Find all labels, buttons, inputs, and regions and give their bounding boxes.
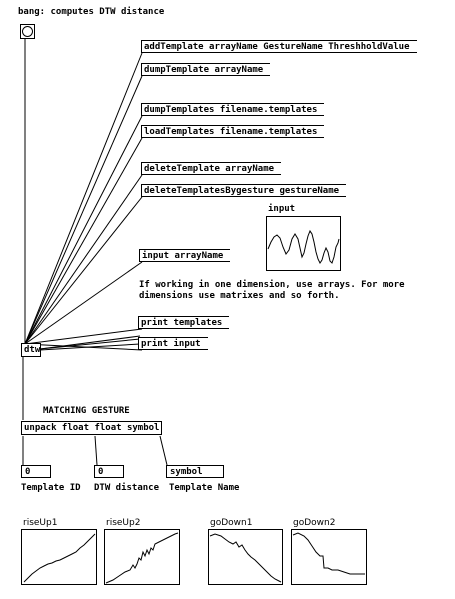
dtw-distance-number-box[interactable] xyxy=(94,465,124,478)
dump-templates-message[interactable] xyxy=(141,103,319,116)
note-line-2: dimensions use matrixes and so forth. xyxy=(139,291,340,301)
dtw-distance-value: 0 xyxy=(98,467,104,477)
print-templates-message[interactable] xyxy=(138,316,224,329)
input-waveform xyxy=(267,217,340,270)
dump-templates-label: dumpTemplates filename.templates xyxy=(144,105,318,115)
bang-circle-icon xyxy=(22,26,33,37)
dtw-object-label: dtw xyxy=(24,345,41,355)
input-array-label: input arrayName xyxy=(142,251,224,261)
note-line-1: If working in one dimension, use arrays. For more xyxy=(139,280,405,290)
delete-template-message[interactable] xyxy=(141,162,276,175)
array-graph-godown1[interactable] xyxy=(208,529,283,585)
array-graph-riseup2[interactable] xyxy=(104,529,180,585)
array-label-godown1: goDown1 xyxy=(210,518,253,528)
array-label-godown2: goDown2 xyxy=(293,518,336,528)
template-name-value: symbol xyxy=(170,467,203,477)
array-graph-godown2[interactable] xyxy=(291,529,367,585)
template-id-number-box[interactable] xyxy=(21,465,51,478)
array-label-riseup2: riseUp2 xyxy=(106,518,141,528)
template-name-label: Template Name xyxy=(169,483,240,493)
template-id-value: 0 xyxy=(25,467,31,477)
add-template-message[interactable] xyxy=(141,40,412,53)
delete-templates-by-gesture-label: deleteTemplatesBygesture gestureName xyxy=(144,186,340,196)
array-graph-riseup1[interactable] xyxy=(21,529,97,585)
bang-button[interactable] xyxy=(20,24,35,39)
print-templates-label: print templates xyxy=(141,318,223,328)
dump-template-message[interactable] xyxy=(141,63,265,76)
matching-gesture-label: MATCHING GESTURE xyxy=(43,406,130,416)
patch-title: bang: computes DTW distance xyxy=(18,7,165,17)
dump-template-label: dumpTemplate arrayName xyxy=(144,65,264,75)
add-template-label: addTemplate arrayName GestureName ThreshholdValue xyxy=(144,42,410,52)
riseup2-waveform xyxy=(105,530,179,584)
print-input-label: print input xyxy=(141,339,201,349)
dtw-distance-label: DTW distance xyxy=(94,483,160,493)
print-input-message[interactable] xyxy=(138,337,203,350)
template-name-symbol-box[interactable] xyxy=(166,465,224,478)
load-templates-label: loadTemplates filename.templates xyxy=(144,127,318,137)
input-array-graph[interactable] xyxy=(266,216,341,271)
load-templates-message[interactable] xyxy=(141,125,319,138)
delete-templates-by-gesture-message[interactable] xyxy=(141,184,341,197)
godown2-waveform xyxy=(292,530,366,584)
delete-template-label: deleteTemplate arrayName xyxy=(144,164,275,174)
input-graph-label: input xyxy=(268,204,296,214)
array-label-riseup1: riseUp1 xyxy=(23,518,58,528)
unpack-object-label: unpack float float symbol xyxy=(24,423,160,433)
template-id-label: Template ID xyxy=(21,483,81,493)
riseup1-waveform xyxy=(22,530,96,584)
godown1-waveform xyxy=(209,530,282,584)
input-array-message[interactable] xyxy=(139,249,225,262)
dtw-object[interactable] xyxy=(21,343,41,357)
unpack-object[interactable] xyxy=(21,421,162,435)
